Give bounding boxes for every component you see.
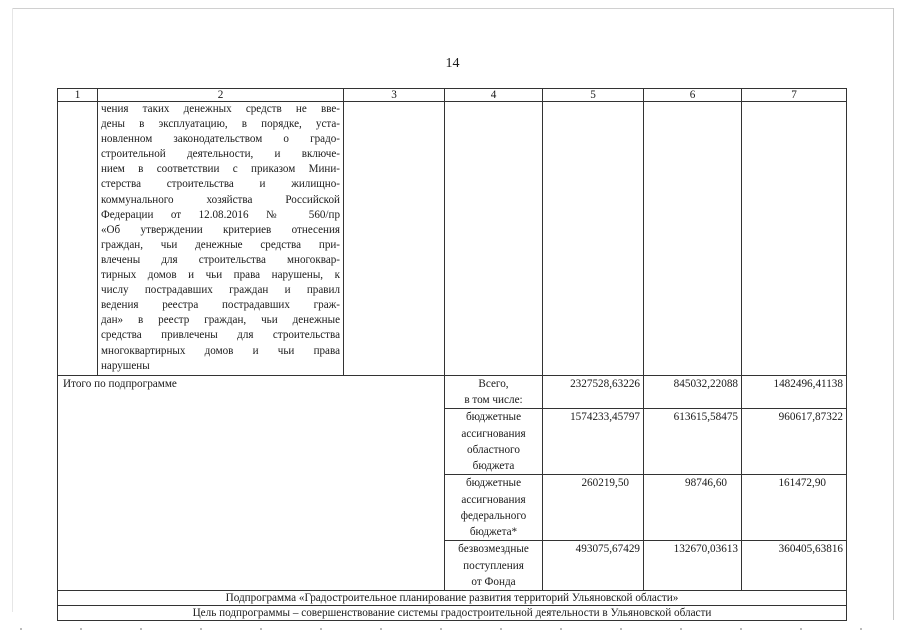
description-line: коммунального хозяйства Российской	[101, 193, 340, 206]
description-line: ведения реестра пострадавших граж-	[101, 299, 340, 312]
value-col5: 2327528,63226	[543, 376, 644, 409]
scan-edge-left	[12, 8, 13, 612]
column-number: 6	[644, 89, 742, 102]
cell-empty	[742, 102, 847, 376]
page-number: 14	[445, 56, 460, 71]
description-line: дан» в реестр граждан, чьи денежные	[101, 314, 340, 327]
column-number: 2	[98, 89, 344, 102]
subprogram-goal: Цель подпрограммы – совершенствование системы градостроительной деятельности в Ульяновской области	[58, 606, 847, 621]
value-col7: 360405,63816	[742, 541, 847, 591]
funding-source: бюджетные ассигнования федерального бюджета*	[445, 475, 543, 541]
description-line: новленном законодательством о градо-	[101, 133, 340, 146]
description-line: строительной деятельности, и включе-	[101, 148, 340, 161]
description-line: стерства строительства и жилищно-	[101, 178, 340, 191]
description-line: чения таких денежных средств не вве-	[101, 103, 340, 115]
value-col6: 98746,60	[644, 475, 742, 541]
description-line: дены в эксплуатацию, в порядке, уста-	[101, 118, 340, 131]
column-number: 1	[58, 89, 98, 102]
column-number: 5	[543, 89, 644, 102]
description-line: граждан, чьи денежные средства при-	[101, 238, 340, 251]
description-line: «Об утверждении критериев отнесения	[101, 223, 340, 236]
total-row-all	[58, 376, 847, 409]
cell-empty	[644, 102, 742, 376]
description-line: нарушены	[101, 359, 150, 372]
total-label: Итого по подпрограмме	[58, 376, 445, 591]
value-col7: 1482496,41138	[742, 376, 847, 409]
cell-empty	[543, 102, 644, 376]
subprogram-goal-row	[58, 606, 847, 621]
continued-measure-row	[58, 102, 847, 376]
scan-specks	[20, 628, 890, 630]
description-line: влечены для строительства многоквар-	[101, 253, 340, 266]
description-line: нием в соответствии с приказом Мини-	[101, 163, 340, 176]
funding-source: безвозмездные поступления от Фонда	[445, 541, 543, 591]
value-col5: 493075,67429	[543, 541, 644, 591]
funding-source: Всего, в том числе:	[445, 376, 543, 409]
description-line: Федерации от 12.08.2016 № 560/пр	[101, 208, 340, 221]
value-col6: 613615,58475	[644, 409, 742, 475]
subprogram-title: Подпрограмма «Градостроительное планирование развития территорий Ульяновской области»	[58, 591, 847, 606]
measure-description	[98, 102, 344, 376]
column-number-row	[58, 89, 847, 102]
scan-edge-right	[893, 8, 894, 620]
scan-edge-top	[12, 8, 894, 9]
description-line: тирных домов и чьи права нарушены, к	[101, 269, 340, 282]
description-line: средства привлечены для строительства	[101, 329, 340, 342]
description-line: многоквартирных домов и чьи права	[101, 344, 340, 357]
value-col6: 845032,22088	[644, 376, 742, 409]
cell-empty	[344, 102, 445, 376]
column-number: 3	[344, 89, 445, 102]
subprogram-title-row	[58, 591, 847, 606]
value-col7: 960617,87322	[742, 409, 847, 475]
column-number: 4	[445, 89, 543, 102]
value-col7: 161472,90	[742, 475, 847, 541]
value-col5: 1574233,45797	[543, 409, 644, 475]
funding-source: бюджетные ассигнования областного бюджета	[445, 409, 543, 475]
description-line: числу пострадавших граждан и правил	[101, 284, 340, 297]
value-col6: 132670,03613	[644, 541, 742, 591]
cell-empty	[445, 102, 543, 376]
value-col5: 260219,50	[543, 475, 644, 541]
column-number: 7	[742, 89, 847, 102]
cell-empty	[58, 102, 98, 376]
program-table	[57, 88, 847, 621]
